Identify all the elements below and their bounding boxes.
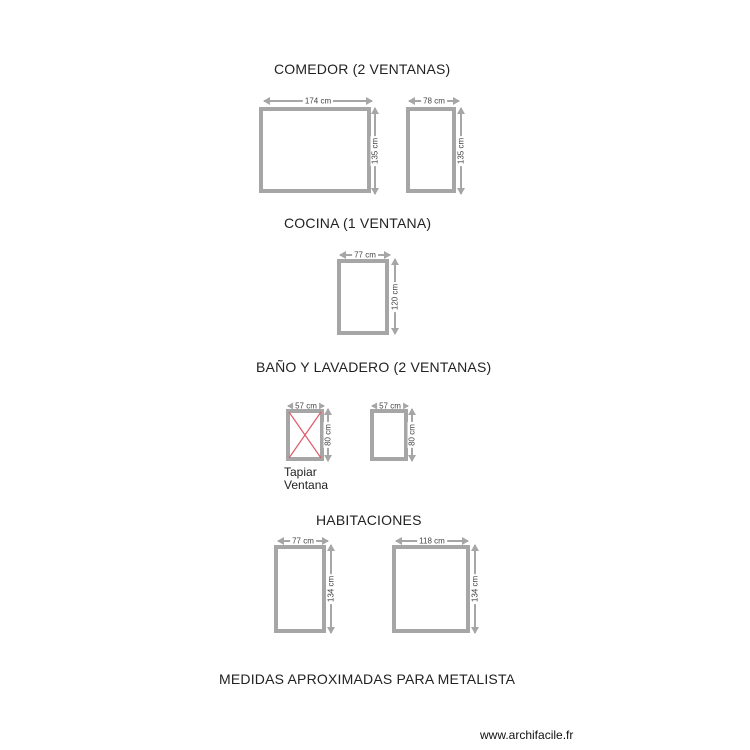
window-habitacion-2 — [392, 545, 470, 633]
dim-width-comedor-1 — [264, 96, 372, 106]
dim-label: 134 cm — [326, 575, 336, 603]
heading-cocina: COCINA (1 VENTANA) — [284, 215, 432, 231]
heading-habitaciones: HABITACIONES — [316, 512, 422, 528]
dim-height-bano-1 — [323, 409, 333, 461]
dim-label: 77 cm — [354, 250, 376, 260]
dim-width-comedor-2 — [409, 96, 459, 106]
dim-label: 78 cm — [423, 96, 445, 106]
window-comedor-1 — [259, 107, 371, 193]
dim-label: 77 cm — [292, 536, 314, 546]
window-bano-2 — [370, 409, 408, 461]
brick-up-cross-icon — [286, 409, 324, 461]
dim-label: 174 cm — [304, 96, 332, 106]
dim-label: 80 cm — [323, 424, 333, 446]
dim-height-habitacion-2 — [470, 545, 480, 633]
dim-label: 135 cm — [370, 137, 380, 165]
dim-label: 120 cm — [390, 283, 400, 310]
footer-note: MEDIDAS APROXIMADAS PARA METALISTA — [219, 671, 516, 687]
note-tapiar-ventana — [284, 466, 328, 492]
heading-bano-lavadero: BAÑO Y LAVADERO (2 VENTANAS) — [256, 359, 492, 375]
dim-height-cocina-1 — [390, 259, 400, 334]
watermark: www.archifacile.fr — [480, 728, 574, 742]
dim-label: 57 cm — [379, 401, 401, 411]
window-habitacion-1 — [274, 545, 326, 633]
dim-height-habitacion-1 — [326, 545, 336, 633]
window-cocina-1 — [337, 259, 389, 335]
window-comedor-2 — [406, 107, 456, 193]
dim-height-bano-2 — [407, 409, 417, 461]
heading-comedor: COMEDOR (2 VENTANAS) — [274, 61, 451, 77]
dim-label: 80 cm — [407, 424, 417, 446]
dim-height-comedor-2 — [456, 108, 466, 194]
dim-label: 118 cm — [419, 536, 445, 546]
dim-height-comedor-1 — [370, 108, 380, 194]
dim-label: 134 cm — [470, 575, 480, 603]
dim-label: 57 cm — [295, 401, 317, 411]
dim-label: 135 cm — [456, 137, 466, 165]
note-line-2: Ventana — [284, 478, 329, 492]
note-line-1: Tapiar — [284, 465, 317, 479]
